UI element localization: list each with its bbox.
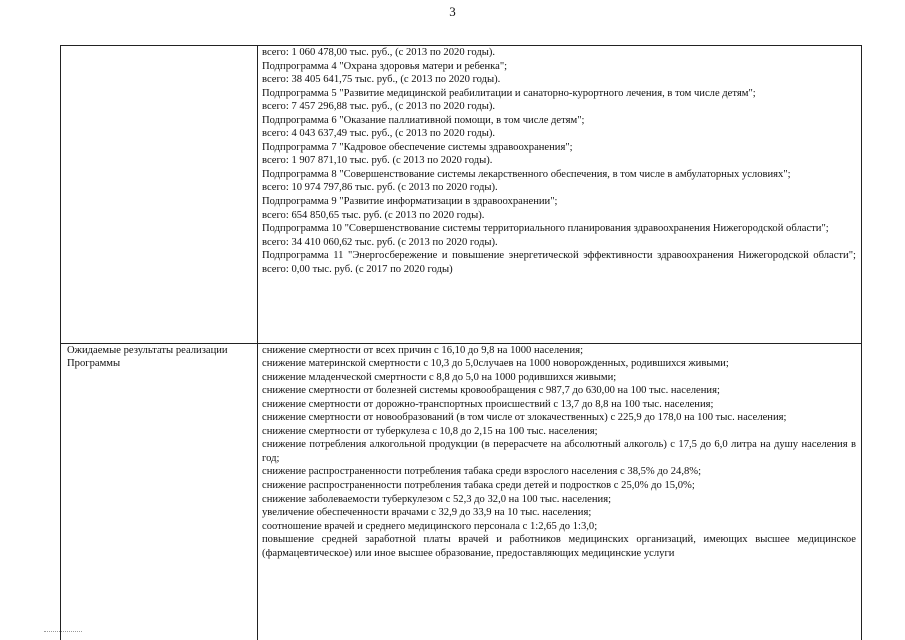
funding-line: всего: 7 457 296,88 тыс. руб., (с 2013 по 2020 годы). xyxy=(262,101,496,113)
funding-line: всего: 1 060 478,00 тыс. руб., (с 2013 по 2020 годы). xyxy=(262,47,496,58)
result-line: снижение заболеваемости туберкулезом с 52,3 до 32,0 на 100 тыс. населения; xyxy=(262,493,612,505)
funding-line: всего: 654 850,65 тыс. руб. (с 2013 по 2020 годы). xyxy=(262,209,485,221)
row-label-cell: Ожидаемые результаты реализации Программы xyxy=(61,343,258,640)
subprogram-line: Подпрограмма 4 "Охрана здоровья матери и ребенка"; xyxy=(262,60,508,72)
subprogram-line: Подпрограмма 7 "Кадровое обеспечение системы здравоохранения"; xyxy=(262,141,573,153)
table-row xyxy=(61,343,862,640)
subprogram-line: Подпрограмма 8 "Совершенствование системы лекарственного обеспечения, в том числе в амбулаторных условиях"; xyxy=(262,168,791,180)
result-line: повышение средней заработной платы врачей и работников медицинских организаций, имеющих высшее медицинское (фармацевтическое) или иное высшее образование, предоставляющих медицинские услуги xyxy=(262,534,856,559)
subprogram-line: Подпрограмма 6 "Оказание паллиативной помощи, в том числе детям"; xyxy=(262,114,585,126)
funding-line: всего: 4 043 637,49 тыс. руб., (с 2013 по 2020 годы). xyxy=(262,128,496,140)
result-line: снижение распространенности потребления табака среди детей и подростков с 25,0% до 15,0%; xyxy=(262,479,695,491)
result-line: снижение младенческой смертности с 8,8 до 5,0 на 1000 родившихся живыми; xyxy=(262,371,617,383)
result-line: снижение смертности от туберкулеза с 10,8 до 2,15 на 100 тыс. населения; xyxy=(262,425,598,437)
result-line: снижение смертности от новообразований (в том числе от злокачественных) с 225,9 до 178,0 на 100 тыс. населения; xyxy=(262,412,787,424)
funding-line: всего: 1 907 871,10 тыс. руб. (с 2013 по 2020 годы). xyxy=(262,155,493,167)
result-line: снижение распространенности потребления табака среди взрослого населения с 38,5% до 24,8%; xyxy=(262,466,702,478)
result-line: снижение смертности от всех причин с 16,10 до 9,8 на 1000 населения; xyxy=(262,344,584,356)
page-number: 3 xyxy=(449,4,456,19)
subprogram-line: Подпрограмма 11 "Энергосбережение и повышение энергетической эффективности здравоохранения Нижегородской области"; всего: 0,00 тыс. руб. (с 2017 по 2020 годы) xyxy=(262,250,856,275)
result-line: снижение смертности от дорожно-транспортных происшествий с 13,7 до 8,8 на 100 тыс. населения; xyxy=(262,398,714,410)
result-line: снижение материнской смертности с 10,3 до 5,0случаев на 1000 новорожденных, родившихся живыми; xyxy=(262,358,729,370)
funding-line: всего: 38 405 641,75 тыс. руб., (с 2013 по 2020 годы). xyxy=(262,74,501,86)
row-content-cell xyxy=(258,46,862,344)
funding-line: всего: 34 410 060,62 тыс. руб. (с 2013 по 2020 годы). xyxy=(262,236,498,248)
result-line: увеличение обеспеченности врачами с 32,9 до 33,9 на 10 тыс. населения; xyxy=(262,507,592,519)
result-line: соотношение врачей и среднего медицинского персонала с 1:2,65 до 1:3,0; xyxy=(262,520,598,532)
program-passport-table xyxy=(60,45,862,640)
subprogram-line: Подпрограмма 10 "Совершенствование системы территориального планирования здравоохранения Нижегородской области"; xyxy=(262,223,829,235)
table-row xyxy=(61,46,862,344)
subprogram-line: Подпрограмма 9 "Развитие информатизации в здравоохранении"; xyxy=(262,196,558,208)
subprogram-line: Подпрограмма 5 "Развитие медицинской реабилитации и санаторно-курортного лечения, в том числе детям"; xyxy=(262,87,756,99)
row-content-cell xyxy=(258,343,862,640)
row-label-cell xyxy=(61,46,258,344)
footer-divider xyxy=(44,631,82,632)
result-line: снижение потребления алкогольной продукции (в перерасчете на абсолютный алкоголь) с 17,5 до 6,0 литра на душу населения в год; xyxy=(262,439,856,464)
result-line: снижение смертности от болезней системы кровообращения с 987,7 до 630,00 на 100 тыс. населения; xyxy=(262,385,720,397)
funding-line: всего: 10 974 797,86 тыс. руб. (с 2013 по 2020 годы). xyxy=(262,182,498,194)
